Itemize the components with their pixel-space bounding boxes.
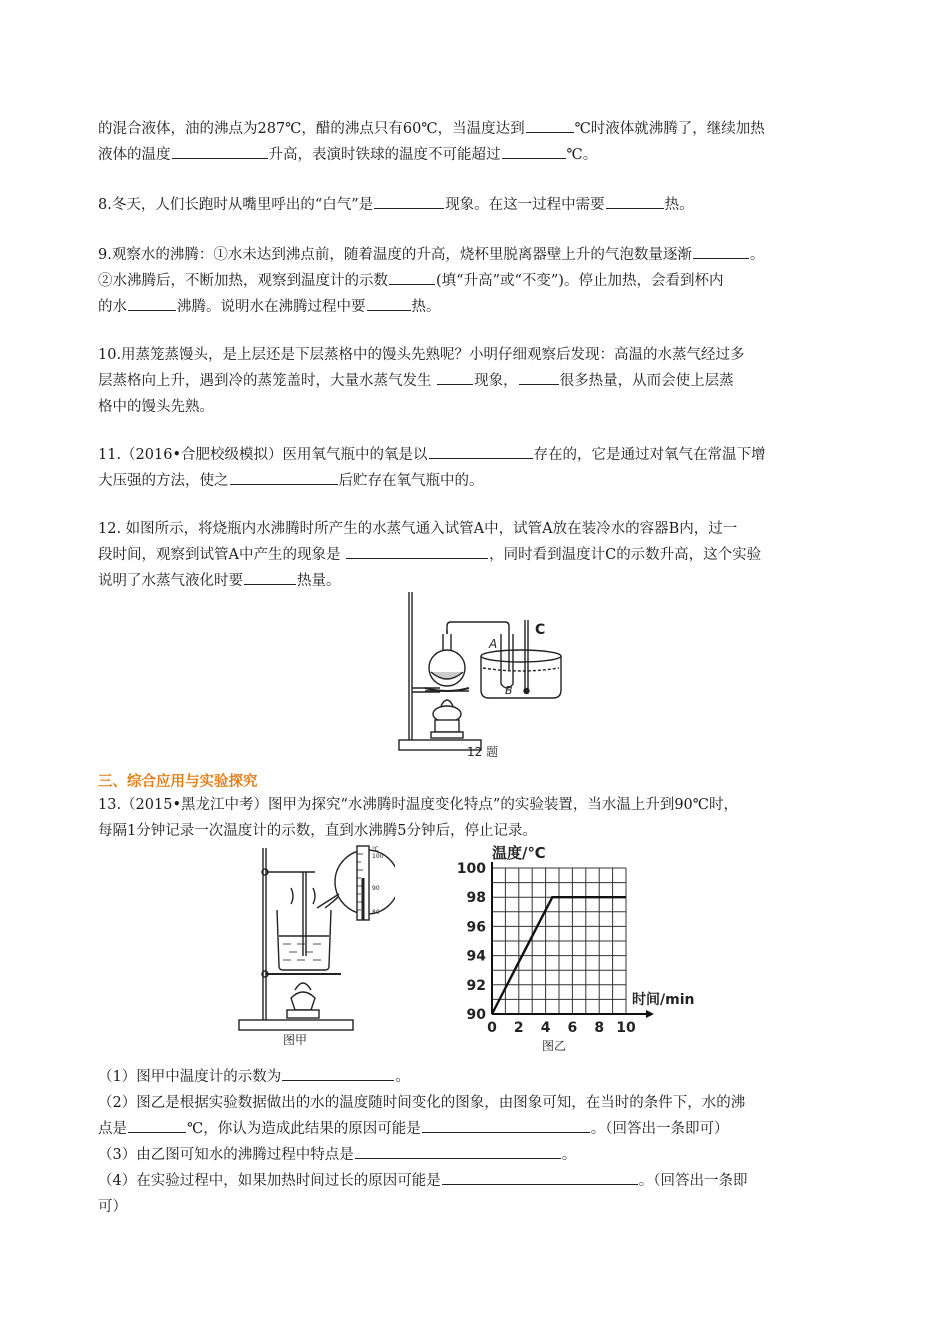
q12-text: ，同时看到温度计C的示数升高，这个实验: [489, 547, 762, 563]
q13-sub4-text: 可）: [98, 1199, 127, 1215]
q7-blank-3[interactable]: [502, 142, 566, 159]
q10-text: 现象，: [474, 373, 518, 389]
section-3-title: 三、综合应用与实验探究: [98, 774, 258, 790]
q12-apparatus-figure: [395, 590, 570, 760]
q13-sub2-text: ℃，你认为造成此结果的原因可能是: [187, 1121, 421, 1137]
q8-text: 热。: [664, 197, 694, 213]
question-10: [98, 342, 858, 420]
thermometer-label-100: 100: [372, 853, 384, 860]
fig-jia-caption: 图甲: [283, 1033, 308, 1047]
q13-sub4-text: 。（回答出一条即: [638, 1173, 748, 1189]
q9-blank-1[interactable]: [693, 242, 749, 259]
q12-text: 热量。: [297, 573, 341, 589]
q13-sub3-text: （3）由乙图可知水的沸腾过程中特点是: [98, 1147, 354, 1163]
q11-text: 存在的，它是通过对氧气在常温下增: [533, 447, 766, 463]
q13-sub2-blank-2[interactable]: [422, 1116, 590, 1133]
x-axis-arrow: [646, 1010, 654, 1018]
label-b: B: [505, 684, 513, 697]
q12-text: 说明了水蒸气液化时要: [98, 573, 243, 589]
q11-blank-2[interactable]: [230, 468, 338, 485]
q13-sub1-text: 。: [395, 1069, 410, 1085]
q7-text: ℃时液体就沸腾了，继续加热: [574, 121, 765, 137]
x-tick-label: 0: [487, 1020, 497, 1036]
q13-sub4-blank[interactable]: [442, 1168, 638, 1185]
q12-figure-caption: 12 题: [467, 745, 499, 759]
q13-sub1-blank[interactable]: [282, 1064, 394, 1081]
y-tick-label: 94: [466, 948, 486, 965]
q13-sub3-blank[interactable]: [355, 1142, 561, 1159]
q10-text: 格中的馒头先熟。: [98, 399, 214, 415]
q9-text: 。: [749, 247, 765, 263]
q9-text: ②水沸腾后，不断加热，观察到温度计的示数: [98, 273, 388, 289]
label-a: A: [489, 637, 498, 651]
q13-text: 每隔1分钟记录一次温度计的示数，直到水沸腾5分钟后，停止记录。: [98, 823, 537, 839]
q7-text: 的混合液体，油的沸点为287℃，醋的沸点只有60℃，当温度达到: [98, 121, 525, 137]
q13-sub1-text: （1）图甲中温度计的示数为: [98, 1069, 282, 1085]
chart-ticks: [457, 861, 636, 1036]
q11-text: 11.（2016•合肥校级模拟）医用氧气瓶中的氧是以: [98, 447, 428, 463]
q10-blank-1[interactable]: [437, 368, 473, 385]
q9-text: 9.观察水的沸腾：①水未达到沸点前，随着温度的升高，烧杯里脱离器壁上升的气泡数量逐渐: [98, 247, 692, 263]
question-7: [98, 116, 858, 168]
y-tick-label: 92: [466, 977, 486, 994]
x-tick-label: 6: [567, 1020, 578, 1036]
fig-yi-chart: [430, 838, 720, 1058]
question-13-subparts: [98, 1064, 858, 1220]
question-9: [98, 242, 858, 320]
q7-text: 液体的温度: [98, 147, 171, 163]
x-tick-label: 10: [616, 1020, 636, 1036]
q7-blank-2[interactable]: [172, 142, 268, 159]
q8-blank-2[interactable]: [606, 192, 664, 209]
q12-blank-2[interactable]: [244, 568, 296, 585]
q7-blank-1[interactable]: [526, 116, 574, 133]
y-tick-label: 96: [466, 919, 486, 936]
q13-sub2-text: 。（回答出一条即可）: [590, 1121, 729, 1137]
question-8: [98, 192, 858, 218]
q8-blank-1[interactable]: [374, 192, 444, 209]
question-11: [98, 442, 858, 494]
fig-yi-caption: 图乙: [542, 1039, 567, 1053]
y-tick-label: 100: [456, 861, 486, 877]
chart-axes: [492, 862, 654, 1018]
x-tick-label: 2: [513, 1020, 524, 1036]
q13-sub2-text: （2）图乙是根据实验数据做出的水的温度随时间变化的图象，由图象可知，在当时的条件下，水的沸: [98, 1095, 746, 1111]
y-tick-label: 98: [466, 890, 486, 907]
q12-text: 段时间，观察到试管A中产生的现象是: [98, 547, 346, 563]
thermometer-label-80: 80: [372, 909, 380, 916]
q13-sub4-text: （4）在实验过程中，如果加热时间过长的原因可能是: [98, 1173, 441, 1189]
q12-blank-1[interactable]: [346, 542, 488, 559]
q7-text: 升高，表演时铁球的温度不可能超过: [268, 147, 501, 163]
q11-text: 后贮存在氧气瓶中的。: [338, 473, 484, 489]
chart-grid: [492, 868, 626, 1014]
x-tick-label: 8: [594, 1020, 605, 1036]
y-tick-label: 90: [466, 1007, 486, 1023]
q10-blank-2[interactable]: [519, 368, 559, 385]
chart-y-axis-label: 温度/℃: [492, 844, 546, 862]
q7-text: ℃。: [566, 147, 598, 163]
q12-text: 12. 如图所示，将烧瓶内水沸腾时所产生的水蒸气通入试管A中，试管A放在装冷水的容器B内，过一: [98, 521, 738, 537]
question-13: [98, 792, 858, 844]
thermometer-unit: ℃: [372, 846, 379, 853]
q13-sub2-blank-1[interactable]: [128, 1116, 186, 1133]
q13-sub3-text: 。: [561, 1147, 577, 1163]
q8-text: 8.冬天，人们长跑时从嘴里呼出的“白气”是: [98, 197, 374, 213]
q10-text: 很多热量，从而会使上层蒸: [559, 373, 734, 389]
q11-text: 大压强的方法，使之: [98, 473, 229, 489]
q13-text: 13.（2015•黑龙江中考）图甲为探究“水沸腾时温度变化特点”的实验装置，当水温上升到90℃时，: [98, 797, 739, 813]
q9-blank-2[interactable]: [389, 268, 435, 285]
q13-sub2-text: 点是: [98, 1121, 127, 1137]
label-c: C: [535, 622, 546, 638]
chart-x-axis-label: 时间/min: [632, 992, 695, 1008]
q10-text: 10.用蒸笼蒸馒头，是上层还是下层蒸格中的馒头先熟呢？小明仔细观察后发现：高温的水蒸气经过多: [98, 347, 745, 363]
question-12: [98, 516, 858, 594]
q9-blank-4[interactable]: [367, 294, 411, 311]
q9-text: (填“升高”或“不变”)。停止加热，会看到杯内: [436, 273, 724, 289]
thermometer-label-90: 90: [372, 885, 380, 892]
q9-text: 热。: [411, 299, 441, 315]
q9-text: 的水: [98, 299, 127, 315]
q11-blank-1[interactable]: [429, 442, 533, 459]
q8-text: 现象。在这一过程中需要: [445, 197, 605, 213]
q9-blank-3[interactable]: [128, 294, 176, 311]
x-tick-label: 4: [540, 1020, 551, 1036]
q10-text: 层蒸格向上升，遇到冷的蒸笼盖时，大量水蒸气发生: [98, 373, 437, 389]
fig-jia-apparatus: [235, 838, 395, 1058]
q9-text: 沸腾。说明水在沸腾过程中要: [177, 299, 366, 315]
